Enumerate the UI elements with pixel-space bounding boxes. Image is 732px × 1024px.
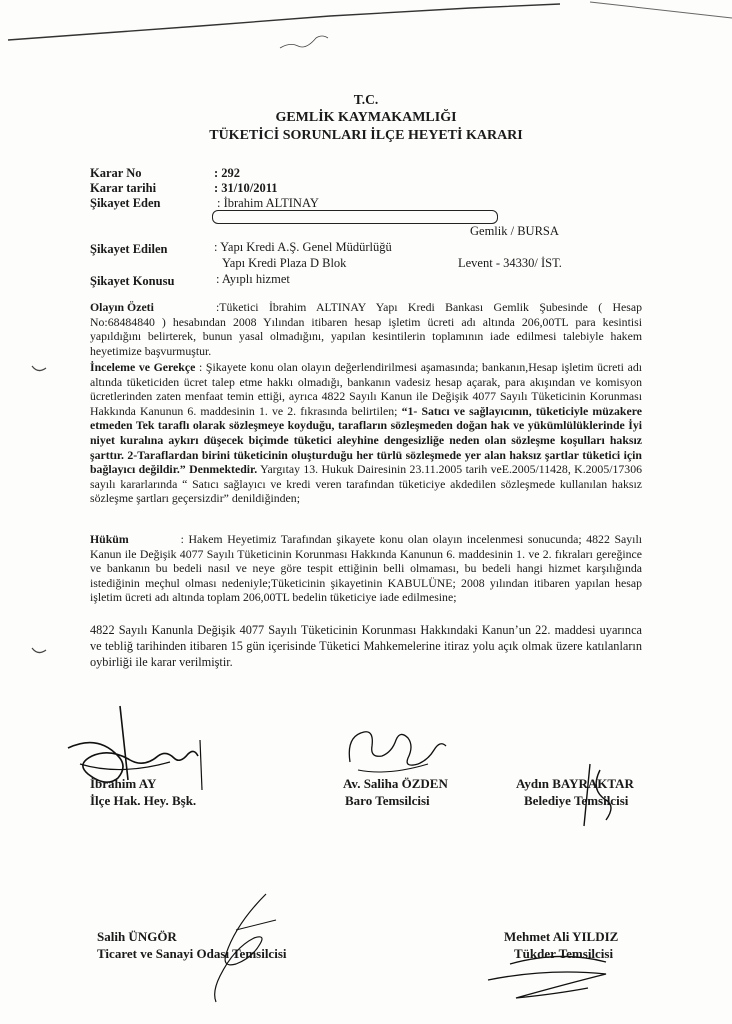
inceleme-label: İnceleme ve Gerekçe <box>90 360 196 374</box>
inceleme-text2: Yargıtay 13. Hukuk Dairesinin 23.11.2005 tarih veE.2005/11428, K.2005/17306 sayılı kararlarında “ Satıcı sağlayıcı ve kredi veren tarafından tüketiciye akdedilen sözleşmede kullanılan haksız sözleşme şartları geçersizdir” denildiğinden; <box>90 462 643 506</box>
scan-artifact-lines <box>0 0 732 60</box>
ozet-label: Olayın Özeti <box>90 300 154 314</box>
inceleme-text1: : Şikayete konu olan olayın değerlendirilmesi aşamasında; bankanın,Hesap işletim ücreti adı altında tüketiciden ücret talep etme hakkı olmadığı, bankanın vadesiz hesap açarak, para akışından ve komisyon ücretlerinden zaten menfaat temin ettiği, ayrıca 4822 Sayılı Kanun ile Değişik 4077 Sayılı Tüketicinin Korunması Hakkında Kanunun 6. maddesinin 1. ve 2. fıkrasında belirtilen; <box>90 360 642 418</box>
signatory-5-title: Tükder Temsilcisi <box>514 946 614 961</box>
signatory-4-name: Salih ÜNGÖR <box>97 929 177 944</box>
karar-tarihi-value: : 31/10/2011 <box>214 181 278 195</box>
ozet-text: :Tüketici İbrahim ALTINAY Yapı Kredi Bankası Gemlik Şubesinde ( Hesap No:68484840 ) hesabından 2008 Yılından itibaren hesap işletim ücreti adı altında 206,00TL para kesintisi yapıldığını belirterek, bunun yasal olmadığını, yapılan kesintilerin toplamının iade edilmesi talebiyle hakem heyetimize başvurmuştur. <box>90 300 642 358</box>
inceleme-quote: “1- Satıcı ve sağlayıcının, tüketiciyle müzakere etmeden Tek taraflı olarak sözleşmeye koyduğu, tarafların sözleşmeden doğan hak ve yükümlülüklerinde İyi niyet kuralına aykırı düşecek biçimde tüketici aleyhine dengesizliğe neden olan sözleşme koşulları haksız şarttır. 2-Taraflardan birini tüketicinin oluşturduğu her türlü sözleşmede yer alan haksız şartlar tüketici için bağlayıcı değildir.” Denmektedir. <box>90 403 642 477</box>
margin-mark <box>28 360 52 380</box>
inceleme-paragraph <box>90 360 642 506</box>
header-kaymakamlik: GEMLİK KAYMAKAMLIĞI <box>275 110 457 125</box>
signatory-1-title: İlçe Hak. Hey. Bşk. <box>90 793 197 808</box>
karar-tarihi-label: Karar tarihi <box>90 181 157 195</box>
header-title: TÜKETİCİ SORUNLARI İLÇE HEYETİ KARARI <box>209 128 523 143</box>
sikayet-edilen-label: Şikayet Edilen <box>90 242 168 256</box>
signatory-3-name: Aydın BAYRAKTAR <box>516 776 634 791</box>
header-tc: T.C. <box>353 92 379 107</box>
sikayet-eden-label: Şikayet Eden <box>90 196 161 210</box>
sikayet-eden-value: : İbrahim ALTINAY <box>217 196 319 210</box>
karar-no-label: Karar No <box>90 166 142 180</box>
sikayet-edilen-value1: : Yapı Kredi A.Ş. Genel Müdürlüğü <box>214 240 392 254</box>
signatory-1-name: İbrahim AY <box>90 776 157 791</box>
signatory-2-title: Baro Temsilcisi <box>345 793 430 808</box>
signatory-2-name: Av. Saliha ÖZDEN <box>343 776 448 791</box>
hukum-paragraph <box>90 532 642 605</box>
signatory-5-name: Mehmet Ali YILDIZ <box>504 929 619 944</box>
hukum-text: : Hakem Heyetimiz Tarafından şikayete konu olan olayın incelenmesi sonucunda; 4822 Sayılı Kanun ile Değişik 4077 Sayılı Tüketicinin Korunması Hakkında Kanunun 6. maddesinin 1. ve 2. fıkraları gereğince ve bankanın bu bedeli nasıl ve neye göre tespit ettiğinin belli olmaması, bu bedeli hangi hizmet karşılığında istediğinin meçhul olması nedeniyle;Tüketicinin şikayetinin KABULÜNE; 2008 yılından itibaren yapılan hesap işletim ücreti adı altında toplam 206,00TL bedelin tüketiciye iade edilmesine; <box>90 532 642 605</box>
redaction-box <box>212 210 498 224</box>
sikayet-edilen-value2: Yapı Kredi Plaza D Blok <box>222 256 347 270</box>
ozet-paragraph <box>90 300 642 358</box>
sikayet-konusu-value: : Ayıplı hizmet <box>216 272 290 286</box>
hukum-label: Hüküm <box>90 532 129 546</box>
margin-mark <box>28 642 52 662</box>
karar-no-value: : 292 <box>214 166 241 180</box>
hukum-paragraph-2: 4822 Sayılı Kanunla Değişik 4077 Sayılı Tüketicinin Korunması Hakkındaki Kanun’un 22. maddesi uyarınca ve tebliğ tarihinden itibaren 15 gün içerisinde Tüketici Mahkemelerine itiraz yolu açık olmak üzere katılanların oybirliği ile karar verilmiştir. <box>90 623 642 669</box>
signatory-4-title: Ticaret ve Sanayi Odası Temsilcisi <box>97 946 287 961</box>
sikayet-edilen-city: Levent - 34330/ İST. <box>458 256 562 270</box>
signatory-3-title: Belediye Temsilcisi <box>524 793 629 808</box>
sikayet-eden-city: Gemlik / BURSA <box>470 224 559 238</box>
sikayet-konusu-label: Şikayet Konusu <box>90 274 175 288</box>
